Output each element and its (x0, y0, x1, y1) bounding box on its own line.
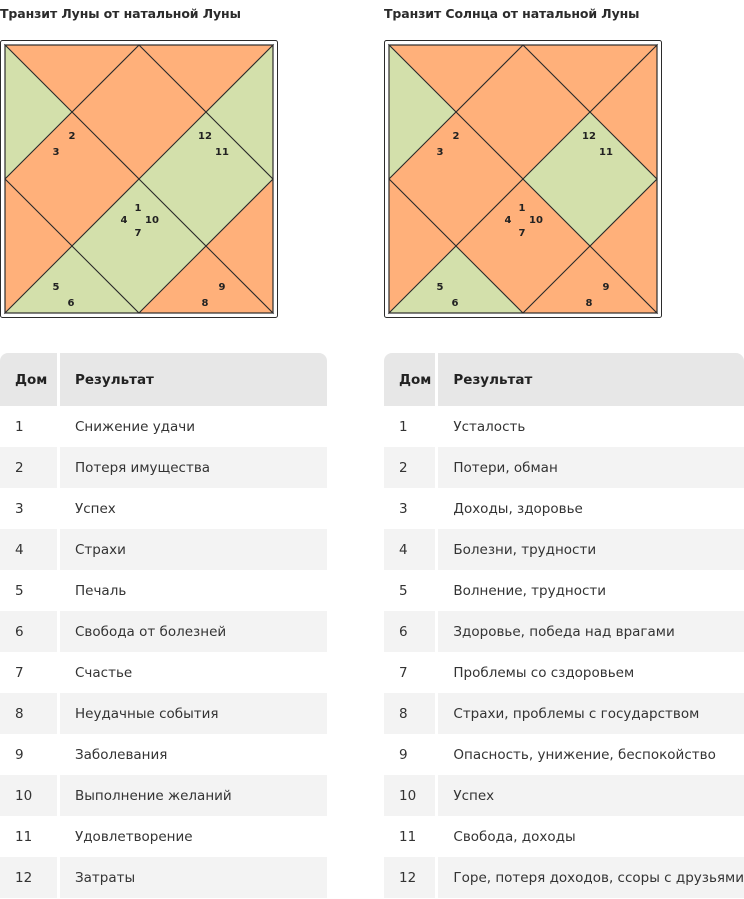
house-10-label: 10 (529, 215, 543, 226)
house-2-label: 2 (452, 131, 460, 142)
house-number-cell: 9 (0, 734, 60, 775)
result-cell: Усталость (438, 406, 744, 447)
table-header-row (0, 353, 327, 406)
house-7-label: 7 (518, 228, 526, 239)
result-cell: Затраты (60, 857, 327, 898)
house-number-cell: 2 (0, 447, 60, 488)
house-11-label: 11 (599, 147, 613, 158)
result-cell: Страхи (60, 529, 327, 570)
house-number-cell: 3 (384, 488, 438, 529)
table-row (0, 447, 327, 488)
house-2-label: 2 (68, 131, 76, 142)
house-number-cell: 4 (0, 529, 60, 570)
result-cell: Снижение удачи (60, 406, 327, 447)
house-number-cell: 11 (0, 816, 60, 857)
chart-title: Транзит Луны от натальной Луны (0, 6, 241, 21)
table-row (0, 570, 327, 611)
result-cell: Неудачные события (60, 693, 327, 734)
table-row (384, 734, 744, 775)
house-number-cell: 7 (0, 652, 60, 693)
table-row (0, 734, 327, 775)
table-row (0, 406, 327, 447)
result-cell: Успех (438, 775, 744, 816)
house-7-label: 7 (134, 228, 142, 239)
house-1-label: 1 (134, 203, 142, 214)
house-number-cell: 2 (384, 447, 438, 488)
table-row (384, 652, 744, 693)
result-cell: Удовлетворение (60, 816, 327, 857)
table-row (384, 693, 744, 734)
house-8-label: 8 (585, 298, 593, 309)
house-number-cell: 6 (384, 611, 438, 652)
chart-title: Транзит Солнца от натальной Луны (384, 6, 640, 21)
result-cell: Потеря имущества (60, 447, 327, 488)
header-house: Дом (384, 353, 438, 406)
house-6-label: 6 (451, 298, 459, 309)
result-cell: Опасность, унижение, беспокойство (438, 734, 744, 775)
table-row (384, 529, 744, 570)
house-11-label: 11 (215, 147, 229, 158)
table-row (0, 488, 327, 529)
house-9-label: 9 (602, 282, 610, 293)
house-number-cell: 3 (0, 488, 60, 529)
result-cell: Доходы, здоровье (438, 488, 744, 529)
table-row (0, 857, 327, 898)
table-row (384, 816, 744, 857)
table-row (384, 447, 744, 488)
result-cell: Заболевания (60, 734, 327, 775)
house-12-label: 12 (582, 131, 596, 142)
result-cell: Печаль (60, 570, 327, 611)
house-number-cell: 8 (384, 693, 438, 734)
sun-transit-table (384, 353, 744, 898)
result-cell: Потери, обман (438, 447, 744, 488)
table-row (384, 570, 744, 611)
house-5-label: 5 (52, 282, 60, 293)
house-10-label: 10 (145, 215, 159, 226)
house-5-label: 5 (436, 282, 444, 293)
table-row (384, 775, 744, 816)
table-row (384, 488, 744, 529)
house-number-cell: 11 (384, 816, 438, 857)
result-cell: Счастье (60, 652, 327, 693)
house-chart-svg (384, 40, 662, 318)
result-cell: Горе, потеря доходов, ссоры с друзьями (438, 857, 744, 898)
house-number-cell: 1 (0, 406, 60, 447)
house-number-cell: 4 (384, 529, 438, 570)
result-cell: Выполнение желаний (60, 775, 327, 816)
table-row (384, 611, 744, 652)
result-cell: Болезни, трудности (438, 529, 744, 570)
table-row (0, 693, 327, 734)
header-house: Дом (0, 353, 60, 406)
result-cell: Успех (60, 488, 327, 529)
house-number-cell: 10 (384, 775, 438, 816)
house-number-cell: 12 (384, 857, 438, 898)
table-row (0, 529, 327, 570)
house-number-cell: 5 (0, 570, 60, 611)
result-cell: Проблемы со сздоровьем (438, 652, 744, 693)
house-12-label: 12 (198, 131, 212, 142)
house-3-label: 3 (52, 147, 60, 158)
house-number-cell: 8 (0, 693, 60, 734)
table-row (384, 406, 744, 447)
house-8-label: 8 (201, 298, 209, 309)
moon-transit-table (0, 353, 327, 898)
result-cell: Свобода от болезней (60, 611, 327, 652)
house-number-cell: 12 (0, 857, 60, 898)
house-6-label: 6 (67, 298, 75, 309)
house-9-label: 9 (218, 282, 226, 293)
result-cell: Страхи, проблемы с государством (438, 693, 744, 734)
header-result: Результат (438, 353, 744, 406)
house-4-label: 4 (120, 215, 128, 226)
sun-transit-chart (384, 40, 662, 318)
result-cell: Свобода, доходы (438, 816, 744, 857)
table-row (0, 611, 327, 652)
house-number-cell: 5 (384, 570, 438, 611)
table-row (0, 652, 327, 693)
table-header-row (384, 353, 744, 406)
house-number-cell: 9 (384, 734, 438, 775)
result-cell: Волнение, трудности (438, 570, 744, 611)
house-number-cell: 7 (384, 652, 438, 693)
moon-transit-chart (0, 40, 278, 318)
house-number-cell: 10 (0, 775, 60, 816)
house-4-label: 4 (504, 215, 512, 226)
house-chart-svg (0, 40, 278, 318)
house-3-label: 3 (436, 147, 444, 158)
table-row (384, 857, 744, 898)
house-number-cell: 1 (384, 406, 438, 447)
table-row (0, 775, 327, 816)
house-1-label: 1 (518, 203, 526, 214)
house-number-cell: 6 (0, 611, 60, 652)
table-row (0, 816, 327, 857)
result-cell: Здоровье, победа над врагами (438, 611, 744, 652)
header-result: Результат (60, 353, 327, 406)
